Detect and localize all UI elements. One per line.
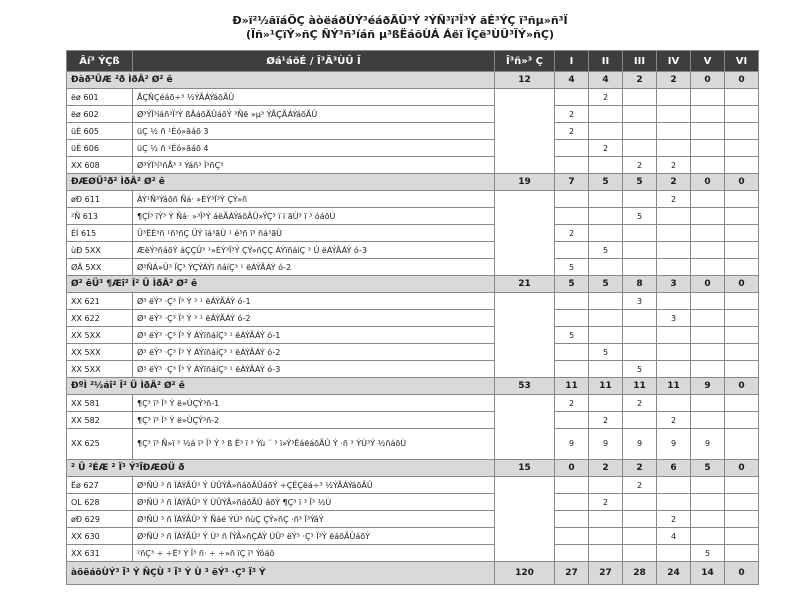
semester-value xyxy=(589,157,623,174)
course-name: Ø³ ëÝ³ ·Ç³ Ï³ Ý ÁÝïñáíÇ³ ¹ ëÁÝÃÁÝ ó-2 xyxy=(133,344,495,361)
grand-total-semester-value: 14 xyxy=(691,562,725,585)
title-line-2: (Ïñ»¹ÇïÝ»ñÇ ÑÝ³ñ³íáñ µ³ßËáõÙÁ Áëï ÏÇë³ÙÛ³ÏÝ»ñÇ) xyxy=(245,28,555,41)
semester-value xyxy=(555,412,589,429)
semester-value xyxy=(555,511,589,528)
semester-value xyxy=(623,545,657,562)
semester-value xyxy=(623,412,657,429)
semester-value: 2 xyxy=(657,511,691,528)
semester-value xyxy=(725,477,759,494)
semester-value xyxy=(691,494,725,511)
semester-value xyxy=(657,106,691,123)
section-total: 12 xyxy=(495,72,555,89)
table-body xyxy=(67,72,759,585)
course-code: üÈ 606 xyxy=(67,140,133,157)
semester-value xyxy=(657,293,691,310)
section-semester-value: 0 xyxy=(725,174,759,191)
header-code: Âí³ ÝÇß xyxy=(67,51,133,72)
semester-value xyxy=(691,395,725,412)
semester-value xyxy=(725,412,759,429)
semester-value xyxy=(691,157,725,174)
section-total: 19 xyxy=(495,174,555,191)
semester-value xyxy=(589,225,623,242)
semester-value xyxy=(623,242,657,259)
section-semester-value: 4 xyxy=(589,72,623,89)
semester-value xyxy=(555,208,589,225)
section-title: Ø² êÜ³ ¶Æî² Î² Ü ÌðÂ² Ø² ê xyxy=(67,276,495,293)
semester-value xyxy=(657,494,691,511)
table-row xyxy=(67,477,759,494)
section-semester-value: 0 xyxy=(725,460,759,477)
semester-value xyxy=(725,225,759,242)
section-semester-value: 8 xyxy=(623,276,657,293)
semester-value: 2 xyxy=(589,140,623,157)
semester-value xyxy=(691,361,725,378)
empty-total-cell xyxy=(495,293,555,378)
semester-value xyxy=(623,511,657,528)
semester-value xyxy=(725,327,759,344)
semester-value xyxy=(589,528,623,545)
semester-value xyxy=(623,310,657,327)
semester-value xyxy=(691,89,725,106)
semester-value xyxy=(589,477,623,494)
section-semester-value: 2 xyxy=(623,460,657,477)
semester-value xyxy=(555,157,589,174)
course-name: ÀÝ¹Ñ³Ýáõñ Ñá· »ÉÝ³Ï³Ý ÇÝ»ñ xyxy=(133,191,495,208)
semester-value xyxy=(555,545,589,562)
semester-value: 9 xyxy=(691,429,725,460)
course-code: ùÐ 5XX xyxy=(67,242,133,259)
semester-value: 2 xyxy=(623,157,657,174)
header-semester-2: II xyxy=(589,51,623,72)
section-title: ÐÆØÜ³ð² ÌðÂ² Ø² ê xyxy=(67,174,495,191)
semester-value: 2 xyxy=(657,157,691,174)
table-row xyxy=(67,242,759,259)
semester-value xyxy=(691,140,725,157)
semester-value xyxy=(725,344,759,361)
semester-value xyxy=(589,106,623,123)
semester-value xyxy=(623,123,657,140)
semester-value: 5 xyxy=(589,344,623,361)
section-title: Ðàð³ÛÆ ²ð ÌðÂ² Ø² ê xyxy=(67,72,495,89)
semester-value xyxy=(623,528,657,545)
semester-value: 3 xyxy=(657,310,691,327)
grand-total-semester-value: 0 xyxy=(725,562,759,585)
semester-value xyxy=(657,89,691,106)
semester-value xyxy=(691,344,725,361)
semester-value: 3 xyxy=(623,293,657,310)
semester-value: 5 xyxy=(623,361,657,378)
semester-value xyxy=(691,225,725,242)
table-row xyxy=(67,106,759,123)
table-row xyxy=(67,259,759,276)
section-semester-value: 0 xyxy=(691,276,725,293)
section-semester-value: 5 xyxy=(589,174,623,191)
table-row xyxy=(67,140,759,157)
semester-value xyxy=(657,327,691,344)
semester-value xyxy=(725,494,759,511)
semester-value xyxy=(691,123,725,140)
course-name: ¶Ç³ ï³ Ñ»ï ³ ½á ï³ Ï³ Ý ³ ß Ë³ ï ³ Ýù ¨ ³ ï»Ý³ËáëáõÃÛ Ý ·ñ ³ ÝÙ³Ý ½ñáõÙ xyxy=(133,429,495,460)
table-row xyxy=(67,528,759,545)
grand-total-value: 120 xyxy=(495,562,555,585)
section-semester-value: 2 xyxy=(657,174,691,191)
course-code: XX 582 xyxy=(67,412,133,429)
section-semester-value: 4 xyxy=(555,72,589,89)
section-row xyxy=(67,276,759,293)
header-row xyxy=(67,51,759,72)
course-name: Ø³ÝÏ³íáñ³Ï³Ý ßÃáõÃÛáõÝ ³Ñë »µ³ ÝÃÇÃÁÝáõÃÛ xyxy=(133,106,495,123)
course-name: ¶Ç³ ï³ Ï³ Ý ë»ÙÇÝ³ñ-2 xyxy=(133,412,495,429)
table-row xyxy=(67,208,759,225)
course-code: øÐ 611 xyxy=(67,191,133,208)
section-semester-value: 9 xyxy=(691,378,725,395)
semester-value xyxy=(691,242,725,259)
course-code: XX 621 xyxy=(67,293,133,310)
semester-value xyxy=(623,225,657,242)
course-code: XX 630 xyxy=(67,528,133,545)
semester-value xyxy=(589,395,623,412)
grand-total-semester-value: 27 xyxy=(555,562,589,585)
semester-value xyxy=(725,259,759,276)
semester-value: 2 xyxy=(555,225,589,242)
semester-value xyxy=(589,545,623,562)
semester-value: 5 xyxy=(589,242,623,259)
semester-value: 5 xyxy=(555,259,589,276)
course-name: ²ñÇ³ ÷ ÷Ë³ Ý Ï³ ñ· ÷ ÷»ñ ïÇ ï³ Ýóáõ xyxy=(133,545,495,562)
semester-value xyxy=(725,157,759,174)
course-code: ëø 601 xyxy=(67,89,133,106)
semester-value xyxy=(657,477,691,494)
semester-value xyxy=(555,494,589,511)
semester-value: 2 xyxy=(555,395,589,412)
semester-value: 2 xyxy=(555,106,589,123)
section-semester-value: 11 xyxy=(623,378,657,395)
semester-value xyxy=(657,242,691,259)
grand-total-label: àõëáõÙÝ³ Ï³ Ý ÑÇÙ ³ Ï³ Ý Ù ³ ëÝ³ ·Ç³ Ï³ Ý xyxy=(67,562,495,585)
course-name: üÇ ½ ñ ¹Éó»ãáõ 4 xyxy=(133,140,495,157)
semester-value xyxy=(589,327,623,344)
semester-value xyxy=(691,106,725,123)
semester-value xyxy=(657,361,691,378)
section-row xyxy=(67,174,759,191)
semester-value: 2 xyxy=(657,191,691,208)
semester-value xyxy=(725,293,759,310)
course-code: OL 628 xyxy=(67,494,133,511)
semester-value xyxy=(555,140,589,157)
semester-value: 2 xyxy=(589,494,623,511)
semester-value: 2 xyxy=(555,123,589,140)
table-row xyxy=(67,429,759,460)
section-semester-value: 0 xyxy=(555,460,589,477)
course-code: XX 622 xyxy=(67,310,133,327)
page-title xyxy=(0,14,800,42)
semester-value xyxy=(725,429,759,460)
semester-value xyxy=(691,208,725,225)
section-total: 15 xyxy=(495,460,555,477)
semester-value xyxy=(691,528,725,545)
semester-value xyxy=(725,140,759,157)
semester-value xyxy=(725,208,759,225)
table-row xyxy=(67,191,759,208)
section-title: ² Ü ²ÉÆ ² Ï³ Ý³ÏÐÆØÜ ð xyxy=(67,460,495,477)
section-row xyxy=(67,72,759,89)
course-code: Ëø 627 xyxy=(67,477,133,494)
semester-value: 2 xyxy=(623,395,657,412)
semester-value: 5 xyxy=(623,208,657,225)
semester-value: 2 xyxy=(589,89,623,106)
header-semester-4: IV xyxy=(657,51,691,72)
semester-value xyxy=(691,259,725,276)
semester-value xyxy=(657,208,691,225)
semester-value xyxy=(589,310,623,327)
course-name: Ø³ ëÝ³ ·Ç³ Ï³ Ý ³ ¹ ëÁÝÃÁÝ ó-1 xyxy=(133,293,495,310)
course-name: Ø³ ëÝ³ ·Ç³ Ï³ Ý ÁÝïñáíÇ³ ¹ ëÁÝÃÁÝ ó-3 xyxy=(133,361,495,378)
header-total: Î³ñ»³ Ç xyxy=(495,51,555,72)
semester-value: 9 xyxy=(657,429,691,460)
semester-value xyxy=(589,361,623,378)
table-row xyxy=(67,310,759,327)
semester-value xyxy=(555,344,589,361)
course-code: ²Ñ 613 xyxy=(67,208,133,225)
course-name: Ü³ËÉ³ñ ¹ñ³ñÇ ÜÝ ïá³ãÙ ¹ é³ñ ï³ ñá³ãÙ xyxy=(133,225,495,242)
course-name: Ø³ÑÁ»Ü³ ÏÇ³ ÝÇÝÁÝï ñáíÇ³ ¹ ëÁÝÃÁÝ ó-2 xyxy=(133,259,495,276)
semester-value xyxy=(589,259,623,276)
course-name: ¶ÇÍ³ ïÝ³ Ý Ñá· »³Ï³Ý áëÃÁÝáõÃÛ»ÝÇ³ ï ï ãÙ³ ï ³ óáõÙ xyxy=(133,208,495,225)
semester-value: 5 xyxy=(555,327,589,344)
table-row xyxy=(67,157,759,174)
grand-total-semester-value: 27 xyxy=(589,562,623,585)
semester-value xyxy=(555,242,589,259)
semester-value: 9 xyxy=(623,429,657,460)
semester-value xyxy=(725,528,759,545)
course-code: XX 5XX xyxy=(67,361,133,378)
semester-value xyxy=(623,494,657,511)
semester-value xyxy=(555,310,589,327)
section-semester-value: 0 xyxy=(725,378,759,395)
semester-value xyxy=(589,191,623,208)
semester-value xyxy=(691,293,725,310)
semester-value xyxy=(725,545,759,562)
course-code: XX 631 xyxy=(67,545,133,562)
empty-total-cell xyxy=(495,191,555,276)
semester-value xyxy=(623,259,657,276)
semester-value xyxy=(725,123,759,140)
semester-value xyxy=(589,208,623,225)
semester-value xyxy=(623,106,657,123)
semester-value xyxy=(691,310,725,327)
section-semester-value: 5 xyxy=(623,174,657,191)
semester-value xyxy=(725,242,759,259)
semester-value xyxy=(725,310,759,327)
semester-value xyxy=(589,293,623,310)
section-semester-value: 11 xyxy=(555,378,589,395)
course-name: Ø³ÑÙ ³ ñ ÏÁÝÃÛ³ Ý ÙÛÝÃ»ñáõÃÛáõÝ ÷ÇÉÇëá÷³ ½ÝÃÁÝáõÃÛ xyxy=(133,477,495,494)
semester-value xyxy=(725,395,759,412)
course-code: ëø 602 xyxy=(67,106,133,123)
course-code: ØÄ 5XX xyxy=(67,259,133,276)
grand-total-semester-value: 24 xyxy=(657,562,691,585)
semester-value xyxy=(657,140,691,157)
empty-total-cell xyxy=(495,477,555,562)
header-semester-6: VI xyxy=(725,51,759,72)
semester-value xyxy=(623,344,657,361)
section-semester-value: 0 xyxy=(725,72,759,89)
section-semester-value: 5 xyxy=(691,460,725,477)
section-total: 53 xyxy=(495,378,555,395)
semester-value xyxy=(691,511,725,528)
section-semester-value: 6 xyxy=(657,460,691,477)
header-semester-1: I xyxy=(555,51,589,72)
course-name: Ø³ÑÙ ³ ñ ÏÁÝÃÛ³ Ý Ù³ ñ ÏÝÃ»ñÇÁÝ ÙÛ³ ëÝ³ ·Ç³ Ï³Ý ëáõÃÛáõÝ xyxy=(133,528,495,545)
semester-value xyxy=(725,106,759,123)
semester-value xyxy=(691,191,725,208)
table-row xyxy=(67,361,759,378)
semester-value: 2 xyxy=(589,412,623,429)
semester-value xyxy=(725,361,759,378)
course-code: øÐ 629 xyxy=(67,511,133,528)
semester-value xyxy=(623,89,657,106)
section-semester-value: 2 xyxy=(657,72,691,89)
section-semester-value: 0 xyxy=(691,174,725,191)
semester-value xyxy=(555,477,589,494)
table-row xyxy=(67,545,759,562)
semester-value xyxy=(589,511,623,528)
semester-value xyxy=(657,225,691,242)
semester-value: 9 xyxy=(589,429,623,460)
semester-value xyxy=(555,191,589,208)
semester-value xyxy=(691,477,725,494)
semester-value xyxy=(657,395,691,412)
semester-value xyxy=(623,327,657,344)
semester-value xyxy=(657,259,691,276)
header-name: Øá¹áõÉ / Î³Ã³ÙÛ Ï xyxy=(133,51,495,72)
section-semester-value: 0 xyxy=(725,276,759,293)
section-row xyxy=(67,378,759,395)
semester-value xyxy=(657,123,691,140)
course-code: XX 625 xyxy=(67,429,133,460)
section-semester-value: 2 xyxy=(623,72,657,89)
section-title: ÐºÌ ²½áî² Î² Ü ÌðÂ² Ø² ê xyxy=(67,378,495,395)
semester-value: 2 xyxy=(623,477,657,494)
title-line-1: Ð»ï²½ãïáÕÇ àòëáðÙÝ³éáðÃÛ³Ý ²ÝÑ³ï³Ï³Ý ãÉ³ÝÇ ï³ñµ»ñ³Ï xyxy=(232,14,568,27)
section-semester-value: 11 xyxy=(657,378,691,395)
course-name: ¶Ç³ ï³ Ï³ Ý ë»ÙÇÝ³ñ-1 xyxy=(133,395,495,412)
grand-total-row xyxy=(67,562,759,585)
course-code: XX 5XX xyxy=(67,344,133,361)
semester-value: 9 xyxy=(555,429,589,460)
semester-value: 4 xyxy=(657,528,691,545)
empty-total-cell xyxy=(495,89,555,174)
section-semester-value: 5 xyxy=(589,276,623,293)
course-name: Ø³ ëÝ³ ·Ç³ Ï³ Ý ³ ¹ ëÁÝÃÁÝ ó-2 xyxy=(133,310,495,327)
semester-value xyxy=(657,545,691,562)
semester-value xyxy=(623,140,657,157)
semester-value xyxy=(725,89,759,106)
semester-value: 5 xyxy=(691,545,725,562)
semester-value xyxy=(555,293,589,310)
semester-value xyxy=(657,344,691,361)
table-row xyxy=(67,89,759,106)
table-row xyxy=(67,344,759,361)
semester-value xyxy=(555,361,589,378)
header-semester-3: III xyxy=(623,51,657,72)
course-name: ÆëÝ³ñáõÝ áÇÇÛ³ ¹»ÉÝ³Ï³Ý ÇÝ»ñÇÇ ÁÝïñáíÇ ³ Û ëÁÝÃÁÝ ó-3 xyxy=(133,242,495,259)
course-name: üÇ ½ ñ ¹Éó»ãáõ 3 xyxy=(133,123,495,140)
course-code: XX 581 xyxy=(67,395,133,412)
semester-value xyxy=(691,327,725,344)
section-total: 21 xyxy=(495,276,555,293)
semester-value: 2 xyxy=(657,412,691,429)
section-semester-value: 0 xyxy=(691,72,725,89)
table-row xyxy=(67,293,759,310)
course-code: ÉÍ 615 xyxy=(67,225,133,242)
section-semester-value: 3 xyxy=(657,276,691,293)
empty-total-cell xyxy=(495,395,555,460)
table-row xyxy=(67,225,759,242)
semester-value xyxy=(589,123,623,140)
course-code: XX 5XX xyxy=(67,327,133,344)
semester-value xyxy=(725,191,759,208)
course-code: XX 608 xyxy=(67,157,133,174)
header-semester-5: V xyxy=(691,51,725,72)
semester-value xyxy=(555,89,589,106)
table-row xyxy=(67,494,759,511)
grand-total-semester-value: 28 xyxy=(623,562,657,585)
section-semester-value: 7 xyxy=(555,174,589,191)
semester-value xyxy=(623,191,657,208)
semester-value xyxy=(725,511,759,528)
section-semester-value: 2 xyxy=(589,460,623,477)
table-row xyxy=(67,412,759,429)
section-semester-value: 11 xyxy=(589,378,623,395)
section-semester-value: 5 xyxy=(555,276,589,293)
course-name: Ø³ÝÏ³í³ñÅ³ ³ Ýáñ³ Ï³ñÇ³ xyxy=(133,157,495,174)
curriculum-table xyxy=(66,50,759,585)
table-row xyxy=(67,395,759,412)
course-name: Ø³ÑÙ ³ ñ ÏÁÝÃÛ³ Ý ÙÛÝÃ»ñáõÃÛ áõÝ ¶Ç³ ï ³ Ï³ ½Ù xyxy=(133,494,495,511)
semester-value xyxy=(555,528,589,545)
semester-value xyxy=(691,412,725,429)
course-code: üÈ 605 xyxy=(67,123,133,140)
course-name: Ø³ÑÙ ³ ñ ÏÁÝÃÛ³ Ý Ñáë ÝÙ³ ñùÇ ÇÝ»ñÇ ·ñ³ Ï³ÝáÝ xyxy=(133,511,495,528)
table-row xyxy=(67,123,759,140)
section-row xyxy=(67,460,759,477)
course-name: ÅÇÑÇéáõ÷³ ½ÝÃÁÝáõÃÛ xyxy=(133,89,495,106)
table-row xyxy=(67,511,759,528)
course-name: Ø³ ëÝ³ ·Ç³ Ï³ Ý ÁÝïñáíÇ³ ¹ ëÁÝÃÁÝ ó-1 xyxy=(133,327,495,344)
table-row xyxy=(67,327,759,344)
